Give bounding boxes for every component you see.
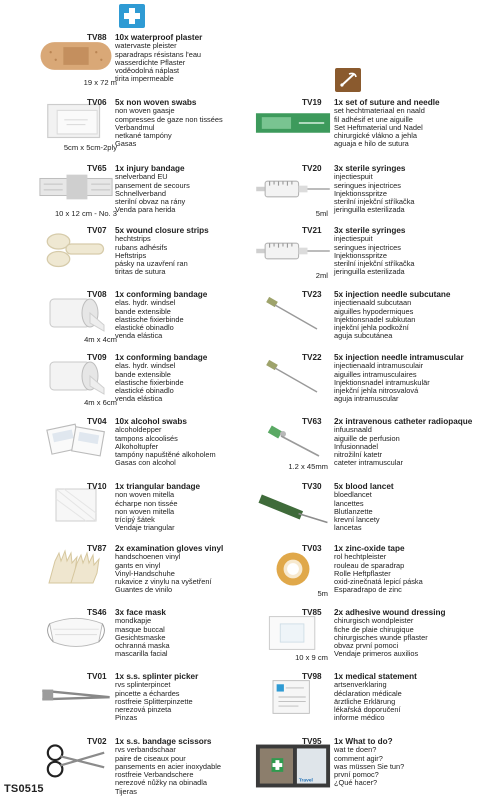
kit-item <box>244 671 484 731</box>
item-description <box>115 164 190 215</box>
item-title: 2x adhesive wound dressing <box>334 608 446 617</box>
item-code: TV21 <box>302 226 322 235</box>
product-code: TS0515 <box>4 783 44 795</box>
item-translation: mondkapje <box>115 616 152 626</box>
item-translation: Schnellverband <box>115 188 166 198</box>
item-translation: nitrožilní katetr <box>334 450 383 460</box>
item-title: 5x injection needle intramuscular <box>334 353 464 362</box>
item-translation: injekční jehla podkožní <box>334 323 409 333</box>
item-code: TV02 <box>87 737 107 746</box>
item-translation: déclaration médicale <box>334 688 402 698</box>
item-translation: seringues injectrices <box>334 180 401 190</box>
item-title: 1x set of suture and needle <box>334 98 440 107</box>
item-description <box>115 737 221 796</box>
item-code: TV07 <box>87 226 107 235</box>
item-code: TV19 <box>302 98 322 107</box>
item-translation: injectienaald intramusculair <box>334 361 424 371</box>
item-translation: wat te doen? <box>334 745 377 755</box>
item-translation: elas. hydr. windsel <box>115 361 176 371</box>
item-description <box>334 737 404 788</box>
needle-icon <box>254 295 332 335</box>
item-translation: Guantes de vinilo <box>115 585 173 595</box>
item-code: TV95 <box>302 737 322 746</box>
tape-roll-icon <box>254 549 332 589</box>
kit-item <box>244 352 484 412</box>
kit-item <box>0 289 240 349</box>
item-translation: aguaja e hilo de sutura <box>334 139 409 149</box>
item-description <box>115 33 202 84</box>
item-translation: seringues injectrices <box>334 242 401 252</box>
item-translation: Verbandmul <box>115 122 155 132</box>
item-size: 2ml <box>315 271 328 280</box>
item-description <box>115 353 207 404</box>
item-translation: voděodolná náplast <box>115 66 180 76</box>
item-translation: Venda para herida <box>115 205 176 215</box>
item-translation: Heftstrips <box>115 250 147 260</box>
item-translation: chirurgisches wunde pflaster <box>334 632 428 642</box>
item-description <box>115 672 198 723</box>
item-title: 3x face mask <box>115 608 166 617</box>
item-translation: injectiespuit <box>334 234 373 244</box>
item-translation: Alkoholtupfer <box>115 441 159 451</box>
item-code: TV87 <box>87 544 107 553</box>
item-translation: injectiespuit <box>334 172 373 182</box>
item-translation: handschoenen vinyl <box>115 552 181 562</box>
item-translation: bloedlancet <box>334 490 372 500</box>
item-title: 1x medical statement <box>334 672 417 681</box>
face-mask-icon <box>38 611 114 651</box>
item-translation: tampons alcoolisés <box>115 433 178 443</box>
item-title: 1x conforming bandage <box>115 353 208 362</box>
item-translation: Infusionnadel <box>334 441 378 451</box>
item-description <box>115 226 209 277</box>
item-translation: Injektionsspritze <box>334 250 387 260</box>
item-description <box>115 98 223 149</box>
item-title: 5x blood lancet <box>334 482 394 491</box>
item-title: 5x injection needle subcutane <box>334 290 451 299</box>
kit-item <box>244 543 484 603</box>
item-translation: první pomoc? <box>334 770 379 780</box>
item-size: 5ml <box>315 209 328 218</box>
item-code: TV04 <box>87 417 107 426</box>
kit-item <box>244 736 484 796</box>
item-translation: Pinzas <box>115 713 138 723</box>
item-code: TV20 <box>302 164 322 173</box>
item-code: TV09 <box>87 353 107 362</box>
kit-item <box>0 32 240 92</box>
kit-item <box>244 481 484 541</box>
item-title: 3x sterile syringes <box>334 164 406 173</box>
item-size: 4m x 6cm <box>84 398 117 407</box>
item-translation: oxid-zinečnatá lepicí páska <box>334 577 423 587</box>
item-translation: mascarilla facial <box>115 649 168 659</box>
item-description <box>334 482 394 533</box>
item-description <box>334 226 415 277</box>
item-description <box>115 544 223 595</box>
item-size: 4m x 4cm <box>84 335 117 344</box>
item-translation: rol hechtpleister <box>334 552 387 562</box>
item-translation: rvs verbandschaar <box>115 745 176 755</box>
kit-item <box>244 416 484 476</box>
gloves-icon <box>38 547 114 587</box>
item-code: TV06 <box>87 98 107 107</box>
item-translation: pincette a échardes <box>115 688 180 698</box>
item-description <box>115 482 200 533</box>
item-code: TV63 <box>302 417 322 426</box>
item-translation: elas. hydr. windsel <box>115 298 176 308</box>
item-title: 5x wound closure strips <box>115 226 209 235</box>
kit-item <box>0 163 240 223</box>
item-translation: ¿Qué hacer? <box>334 778 378 788</box>
item-translation: lancettes <box>334 498 364 508</box>
item-title: 1x conforming bandage <box>115 290 208 299</box>
item-translation: Set Heftmaterial und Nadel <box>334 122 423 132</box>
item-title: 1x injury bandage <box>115 164 185 173</box>
item-translation: pansements en acier inoxydable <box>115 761 221 771</box>
item-translation: sterilní injekční stříkačka <box>334 197 415 207</box>
item-translation: was müssen Sie tun? <box>334 761 405 771</box>
item-description <box>115 290 207 341</box>
item-translation: venda elástica <box>115 394 163 404</box>
item-description <box>334 353 464 404</box>
item-translation: écharpe non tissée <box>115 498 178 508</box>
lancet-icon <box>254 487 332 527</box>
roll-bandage-icon <box>38 293 114 333</box>
item-size: 1.2 x 45mm <box>288 462 328 471</box>
item-translation: elastické obinadlo <box>115 323 174 333</box>
item-size: 19 x 72 m <box>83 78 117 87</box>
item-translation: elastische fixierbinde <box>115 377 184 387</box>
item-translation: pásky na uzavření ran <box>115 259 188 269</box>
item-translation: fiche de plaie chirugique <box>334 624 414 634</box>
item-translation: Esparadrapo de zinc <box>334 585 402 595</box>
item-description <box>334 290 450 341</box>
item-translation: aiguilles hypodermiques <box>334 306 414 316</box>
item-description <box>115 417 216 468</box>
item-translation: trícípý šátek <box>115 515 155 525</box>
item-code: TS46 <box>87 608 107 617</box>
item-translation: venda elástica <box>115 331 163 341</box>
item-translation: gants en vinyl <box>115 560 161 570</box>
item-translation: pansement de secours <box>115 180 190 190</box>
item-translation: aguja subcutánea <box>334 331 393 341</box>
item-title: 3x sterile syringes <box>334 226 406 235</box>
item-title: 1x zinc-oxide tape <box>334 544 405 553</box>
item-translation: Injektionsnadel intramuskulär <box>334 377 430 387</box>
item-translation: ärztliche Erklärung <box>334 696 396 706</box>
item-description <box>334 164 415 215</box>
medical-statement-icon <box>254 677 332 717</box>
item-translation: paire de ciseaux pour <box>115 753 186 763</box>
item-translation: Rolle Heftpflaster <box>334 568 391 578</box>
item-title: 2x intravenous catheter radiopaque <box>334 417 473 426</box>
item-description <box>334 544 423 595</box>
item-translation: non woven gaasje <box>115 106 175 116</box>
medical-cross-icon <box>119 4 145 28</box>
item-translation: elastische fixierbinde <box>115 314 184 324</box>
item-code: TV23 <box>302 290 322 299</box>
item-code: TV30 <box>302 482 322 491</box>
item-translation: rukavice z vinylu na vyšetření <box>115 577 212 587</box>
item-translation: nerezové nůžky na obinadla <box>115 778 208 788</box>
item-code: TV03 <box>302 544 322 553</box>
wound-dressing-icon <box>254 613 332 653</box>
item-title: 5x non woven swabs <box>115 98 197 107</box>
item-title: 10x alcohol swabs <box>115 417 187 426</box>
kit-item <box>0 481 240 541</box>
item-title: 1x s.s. bandage scissors <box>115 737 212 746</box>
item-description <box>115 608 170 659</box>
item-translation: rvs splinterpincet <box>115 680 171 690</box>
item-translation: sterilní injekční stříkačka <box>334 259 415 269</box>
item-translation: cateter intramuscular <box>334 458 404 468</box>
item-code: TV08 <box>87 290 107 299</box>
item-title: 2x examination gloves vinyl <box>115 544 224 553</box>
item-translation: rostfreie Splitterpinzette <box>115 696 193 706</box>
item-translation: aiguille de perfusion <box>334 433 400 443</box>
item-code: TV98 <box>302 672 322 681</box>
item-translation: rubans adhésifs <box>115 242 168 252</box>
item-translation: non woven mitella <box>115 506 175 516</box>
item-translation: Gasas <box>115 139 137 149</box>
triangular-bandage-icon <box>38 485 114 525</box>
swab-icon <box>38 101 114 141</box>
kit-item <box>244 225 484 285</box>
item-size: 10 x 9 cm <box>295 653 328 662</box>
item-translation: injekční jehla nitrosvalová <box>334 386 419 396</box>
item-translation: bande extensible <box>115 369 171 379</box>
kit-item <box>244 97 484 157</box>
alcohol-swab-icon <box>38 420 114 460</box>
item-code: TV88 <box>87 33 107 42</box>
item-title: 1x What to do? <box>334 737 393 746</box>
item-translation: rostfreie Verbandschere <box>115 770 194 780</box>
item-translation: Blutlanzette <box>334 506 373 516</box>
item-translation: set hechtmateriaal en naald <box>334 106 425 116</box>
item-translation: Vendaje triangular <box>115 523 175 533</box>
item-translation: compresses de gaze non tissées <box>115 114 223 124</box>
item-code: TV01 <box>87 672 107 681</box>
syringe-icon <box>254 169 332 209</box>
item-description <box>334 98 440 149</box>
item-title: 1x triangular bandage <box>115 482 201 491</box>
scissors-icon <box>38 740 114 780</box>
needle-icon <box>254 358 332 398</box>
item-description <box>334 672 417 723</box>
kit-item <box>0 352 240 412</box>
item-code: TV85 <box>302 608 322 617</box>
closure-strip-icon <box>38 229 114 269</box>
item-code: TV22 <box>302 353 322 362</box>
item-translation: sterilní obvaz na rány <box>115 197 186 207</box>
item-description <box>334 608 445 659</box>
item-translation: tiritas de sutura <box>115 267 166 277</box>
item-translation: tirita impermeable <box>115 74 174 84</box>
item-translation: sparadraps résistans l'eau <box>115 49 202 59</box>
item-title: 1x s.s. splinter picker <box>115 672 199 681</box>
item-translation: hechtstrips <box>115 234 151 244</box>
item-translation: infuusnaald <box>334 425 372 435</box>
booklet-icon <box>254 742 332 790</box>
kit-item <box>0 416 240 476</box>
suture-pack-icon <box>254 103 332 143</box>
item-translation: jeringuilla esterilizada <box>334 205 405 215</box>
needle-suture-icon <box>335 68 361 92</box>
item-translation: elastické obinadlo <box>115 386 174 396</box>
item-size: 5cm x 5cm-2ply <box>63 143 117 152</box>
item-translation: Injektionsspritze <box>334 188 387 198</box>
item-code: TV65 <box>87 164 107 173</box>
kit-item <box>0 97 240 157</box>
item-translation: lancetas <box>334 523 362 533</box>
item-translation: aguja intramuscular <box>334 394 399 404</box>
kit-item <box>244 607 484 667</box>
catheter-icon <box>254 422 332 462</box>
item-translation: netkané tampóny <box>115 131 172 141</box>
item-description <box>334 417 472 468</box>
item-translation: rouleau de sparadrap <box>334 560 405 570</box>
kit-item <box>0 225 240 285</box>
item-translation: Vendaje primeros auxilios <box>334 649 419 659</box>
item-translation: aiguilles intramusculaires <box>334 369 417 379</box>
item-translation: fil adhésif et une aiguille <box>334 114 413 124</box>
item-translation: Gasas con alcohol <box>115 458 176 468</box>
item-translation: bande extensible <box>115 306 171 316</box>
item-translation: artsenverklaring <box>334 680 387 690</box>
item-translation: jeringuilla esterilizada <box>334 267 405 277</box>
item-translation: Injektionsnadel subkutan <box>334 314 416 324</box>
item-translation: snelverband EU <box>115 172 168 182</box>
tweezers-icon <box>38 675 114 715</box>
item-translation: comment agir? <box>334 753 383 763</box>
item-translation: Gesichtsmaske <box>115 632 166 642</box>
plaster-icon <box>38 36 114 76</box>
item-translation: obvaz první pomoci <box>334 641 399 651</box>
item-translation: Vinyl-Handschuhe <box>115 568 175 578</box>
item-translation: nerezová pinzeta <box>115 705 172 715</box>
item-title: 10x waterproof plaster <box>115 33 203 42</box>
item-translation: masque buccal <box>115 624 165 634</box>
item-translation: Tijeras <box>115 786 137 796</box>
roll-bandage-icon <box>38 356 114 396</box>
item-translation: chirurgické vlákno a jehla <box>334 131 417 141</box>
item-translation: wasserdichte Pflaster <box>115 57 186 67</box>
kit-item <box>244 163 484 223</box>
kit-item <box>0 543 240 603</box>
item-translation: non woven mitella <box>115 490 175 500</box>
item-translation: watervaste pleister <box>115 41 177 51</box>
item-size: 10 x 12 cm - No. 3 <box>54 209 117 218</box>
kit-item <box>244 289 484 349</box>
kit-item <box>0 607 240 667</box>
item-translation: chirurgisch wondpleister <box>334 616 414 626</box>
syringe-icon <box>254 231 332 271</box>
item-translation: ochranná maska <box>115 641 170 651</box>
item-code: TV10 <box>87 482 107 491</box>
item-translation: tampóny napuštěné alkoholem <box>115 450 216 460</box>
svg-text:Travel: Travel <box>298 778 313 784</box>
item-translation: alcoholdepper <box>115 425 162 435</box>
item-translation: informe médico <box>334 713 385 723</box>
item-translation: injectienaald subcutaan <box>334 298 412 308</box>
item-translation: krevní lancety <box>334 515 380 525</box>
injury-bandage-icon <box>38 167 114 207</box>
item-size: 5m <box>317 589 328 598</box>
item-translation: lékařská doporučení <box>334 705 401 715</box>
kit-item <box>0 671 240 731</box>
